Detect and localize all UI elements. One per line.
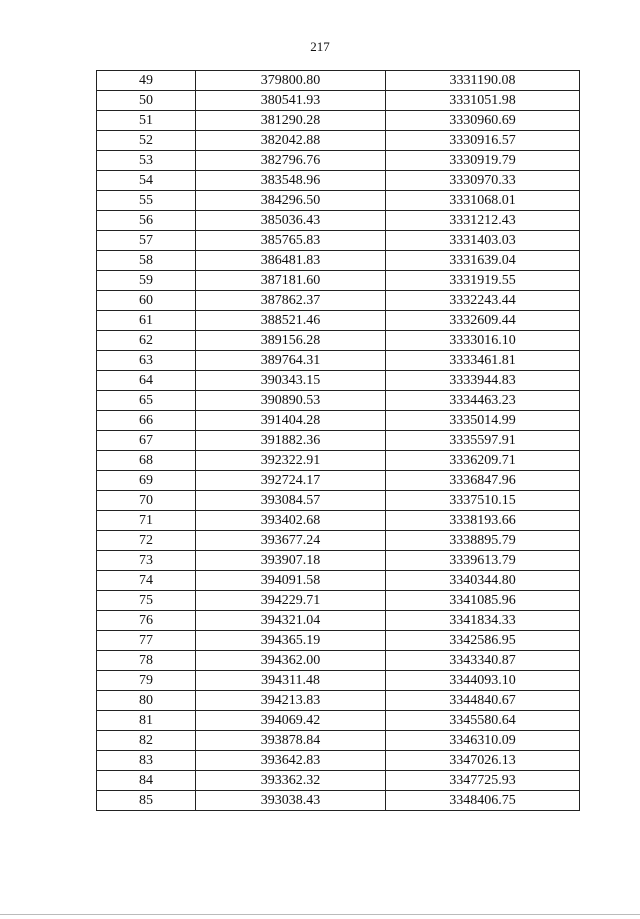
table-row	[97, 271, 580, 291]
table-row	[97, 371, 580, 391]
table-row	[97, 671, 580, 691]
table-row	[97, 231, 580, 251]
x-coordinate-cell: 381290.28	[196, 111, 386, 131]
x-coordinate-cell: 394229.71	[196, 591, 386, 611]
table-row	[97, 211, 580, 231]
point-number-cell: 84	[97, 771, 196, 791]
point-number-cell: 82	[97, 731, 196, 751]
point-number-cell: 74	[97, 571, 196, 591]
x-coordinate-cell: 385765.83	[196, 231, 386, 251]
y-coordinate-cell: 3333944.83	[386, 371, 580, 391]
table-row	[97, 351, 580, 371]
x-coordinate-cell: 393878.84	[196, 731, 386, 751]
point-number-cell: 66	[97, 411, 196, 431]
y-coordinate-cell: 3343340.87	[386, 651, 580, 671]
point-number-cell: 77	[97, 631, 196, 651]
y-coordinate-cell: 3331051.98	[386, 91, 580, 111]
y-coordinate-cell: 3347026.13	[386, 751, 580, 771]
y-coordinate-cell: 3331068.01	[386, 191, 580, 211]
table-row	[97, 631, 580, 651]
point-number-cell: 78	[97, 651, 196, 671]
x-coordinate-cell: 393677.24	[196, 531, 386, 551]
table-row	[97, 131, 580, 151]
y-coordinate-cell: 3336209.71	[386, 451, 580, 471]
point-number-cell: 65	[97, 391, 196, 411]
table-row	[97, 451, 580, 471]
table-row	[97, 91, 580, 111]
table-row	[97, 711, 580, 731]
point-number-cell: 81	[97, 711, 196, 731]
y-coordinate-cell: 3332609.44	[386, 311, 580, 331]
x-coordinate-cell: 390890.53	[196, 391, 386, 411]
y-coordinate-cell: 3347725.93	[386, 771, 580, 791]
y-coordinate-cell: 3342586.95	[386, 631, 580, 651]
table-row	[97, 291, 580, 311]
y-coordinate-cell: 3339613.79	[386, 551, 580, 571]
y-coordinate-cell: 3348406.75	[386, 791, 580, 811]
page-bottom-edge	[0, 914, 640, 915]
x-coordinate-cell: 384296.50	[196, 191, 386, 211]
x-coordinate-cell: 386481.83	[196, 251, 386, 271]
table-row	[97, 151, 580, 171]
point-number-cell: 60	[97, 291, 196, 311]
table-row	[97, 471, 580, 491]
y-coordinate-cell: 3338193.66	[386, 511, 580, 531]
x-coordinate-cell: 380541.93	[196, 91, 386, 111]
table-row	[97, 311, 580, 331]
y-coordinate-cell: 3335597.91	[386, 431, 580, 451]
x-coordinate-cell: 387862.37	[196, 291, 386, 311]
table-row	[97, 731, 580, 751]
y-coordinate-cell: 3340344.80	[386, 571, 580, 591]
table-row	[97, 251, 580, 271]
point-number-cell: 69	[97, 471, 196, 491]
point-number-cell: 64	[97, 371, 196, 391]
point-number-cell: 54	[97, 171, 196, 191]
x-coordinate-cell: 393907.18	[196, 551, 386, 571]
table-row	[97, 531, 580, 551]
y-coordinate-cell: 3337510.15	[386, 491, 580, 511]
point-number-cell: 53	[97, 151, 196, 171]
y-coordinate-cell: 3346310.09	[386, 731, 580, 751]
x-coordinate-cell: 391404.28	[196, 411, 386, 431]
point-number-cell: 67	[97, 431, 196, 451]
x-coordinate-cell: 394213.83	[196, 691, 386, 711]
table-row	[97, 571, 580, 591]
table-row	[97, 511, 580, 531]
point-number-cell: 62	[97, 331, 196, 351]
y-coordinate-cell: 3334463.23	[386, 391, 580, 411]
table-row	[97, 391, 580, 411]
x-coordinate-cell: 387181.60	[196, 271, 386, 291]
y-coordinate-cell: 3331190.08	[386, 71, 580, 91]
x-coordinate-cell: 393642.83	[196, 751, 386, 771]
y-coordinate-cell: 3331639.04	[386, 251, 580, 271]
y-coordinate-cell: 3332243.44	[386, 291, 580, 311]
x-coordinate-cell: 385036.43	[196, 211, 386, 231]
x-coordinate-cell: 393362.32	[196, 771, 386, 791]
x-coordinate-cell: 383548.96	[196, 171, 386, 191]
point-number-cell: 61	[97, 311, 196, 331]
table-row	[97, 111, 580, 131]
table-row	[97, 651, 580, 671]
table-row	[97, 591, 580, 611]
x-coordinate-cell: 392322.91	[196, 451, 386, 471]
x-coordinate-cell: 379800.80	[196, 71, 386, 91]
table-row	[97, 791, 580, 811]
y-coordinate-cell: 3341085.96	[386, 591, 580, 611]
point-number-cell: 83	[97, 751, 196, 771]
y-coordinate-cell: 3333016.10	[386, 331, 580, 351]
x-coordinate-cell: 392724.17	[196, 471, 386, 491]
table-row	[97, 751, 580, 771]
point-number-cell: 59	[97, 271, 196, 291]
x-coordinate-cell: 388521.46	[196, 311, 386, 331]
table-row	[97, 191, 580, 211]
y-coordinate-cell: 3335014.99	[386, 411, 580, 431]
y-coordinate-cell: 3344840.67	[386, 691, 580, 711]
x-coordinate-cell: 394321.04	[196, 611, 386, 631]
x-coordinate-cell: 389156.28	[196, 331, 386, 351]
point-number-cell: 55	[97, 191, 196, 211]
point-number-cell: 70	[97, 491, 196, 511]
x-coordinate-cell: 382042.88	[196, 131, 386, 151]
point-number-cell: 57	[97, 231, 196, 251]
y-coordinate-cell: 3345580.64	[386, 711, 580, 731]
table-row	[97, 71, 580, 91]
y-coordinate-cell: 3331919.55	[386, 271, 580, 291]
point-number-cell: 50	[97, 91, 196, 111]
page-number: 217	[310, 39, 330, 54]
x-coordinate-cell: 393084.57	[196, 491, 386, 511]
table-row	[97, 491, 580, 511]
table-row	[97, 431, 580, 451]
table-row	[97, 691, 580, 711]
table-row	[97, 331, 580, 351]
point-number-cell: 71	[97, 511, 196, 531]
y-coordinate-cell: 3333461.81	[386, 351, 580, 371]
point-number-cell: 68	[97, 451, 196, 471]
x-coordinate-cell: 382796.76	[196, 151, 386, 171]
point-number-cell: 56	[97, 211, 196, 231]
x-coordinate-cell: 389764.31	[196, 351, 386, 371]
point-number-cell: 52	[97, 131, 196, 151]
point-number-cell: 72	[97, 531, 196, 551]
point-number-cell: 63	[97, 351, 196, 371]
y-coordinate-cell: 3338895.79	[386, 531, 580, 551]
y-coordinate-cell: 3341834.33	[386, 611, 580, 631]
table-row	[97, 551, 580, 571]
point-number-cell: 58	[97, 251, 196, 271]
point-number-cell: 79	[97, 671, 196, 691]
x-coordinate-cell: 394362.00	[196, 651, 386, 671]
y-coordinate-cell: 3331212.43	[386, 211, 580, 231]
y-coordinate-cell: 3330916.57	[386, 131, 580, 151]
y-coordinate-cell: 3336847.96	[386, 471, 580, 491]
y-coordinate-cell: 3331403.03	[386, 231, 580, 251]
y-coordinate-cell: 3344093.10	[386, 671, 580, 691]
x-coordinate-cell: 393402.68	[196, 511, 386, 531]
x-coordinate-cell: 394365.19	[196, 631, 386, 651]
point-number-cell: 73	[97, 551, 196, 571]
coordinate-table	[96, 70, 580, 811]
point-number-cell: 76	[97, 611, 196, 631]
point-number-cell: 75	[97, 591, 196, 611]
y-coordinate-cell: 3330970.33	[386, 171, 580, 191]
y-coordinate-cell: 3330919.79	[386, 151, 580, 171]
x-coordinate-cell: 394069.42	[196, 711, 386, 731]
x-coordinate-cell: 394091.58	[196, 571, 386, 591]
x-coordinate-cell: 390343.15	[196, 371, 386, 391]
x-coordinate-cell: 391882.36	[196, 431, 386, 451]
table-row	[97, 171, 580, 191]
point-number-cell: 80	[97, 691, 196, 711]
point-number-cell: 85	[97, 791, 196, 811]
table-body	[97, 71, 580, 811]
table-row	[97, 411, 580, 431]
table-row	[97, 611, 580, 631]
y-coordinate-cell: 3330960.69	[386, 111, 580, 131]
x-coordinate-cell: 394311.48	[196, 671, 386, 691]
x-coordinate-cell: 393038.43	[196, 791, 386, 811]
point-number-cell: 51	[97, 111, 196, 131]
table-row	[97, 771, 580, 791]
point-number-cell: 49	[97, 71, 196, 91]
